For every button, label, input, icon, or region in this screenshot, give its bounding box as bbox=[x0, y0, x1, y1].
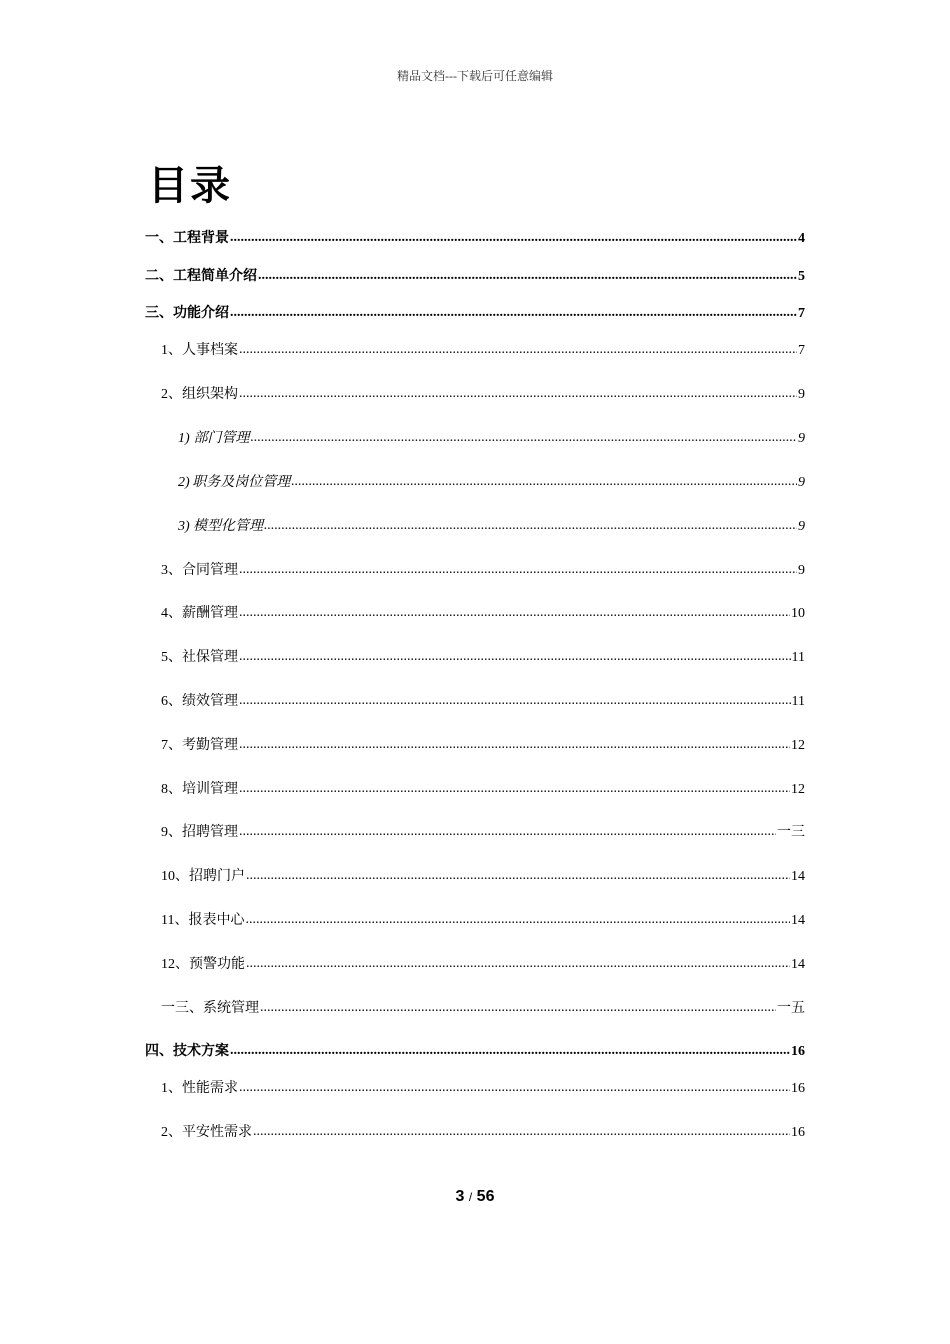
toc-entry-text: 工程背景 bbox=[173, 231, 229, 246]
toc-entry-page: 9 bbox=[798, 519, 805, 534]
toc-entry-9[interactable] bbox=[0, 561, 805, 581]
toc-entry-page: 一三 bbox=[777, 825, 805, 840]
toc-leader-dots bbox=[239, 647, 791, 667]
toc-entry-number: 2、 bbox=[161, 387, 182, 402]
toc-entry-page: 14 bbox=[791, 869, 805, 884]
toc-entry-21[interactable] bbox=[0, 1079, 805, 1099]
toc-entry-page: 16 bbox=[791, 1125, 805, 1140]
toc-entry-text: 薪酬管理 bbox=[182, 606, 238, 621]
toc-entry-text: 功能介绍 bbox=[173, 306, 229, 321]
toc-leader-dots bbox=[246, 954, 790, 974]
toc-entry-page: 16 bbox=[791, 1044, 805, 1059]
toc-entry-text: 技术方案 bbox=[173, 1044, 229, 1059]
toc-entry-page: 12 bbox=[791, 782, 805, 797]
toc-entry-number: 9、 bbox=[161, 825, 182, 840]
toc-leader-dots bbox=[239, 1078, 790, 1098]
toc-entry-page: 14 bbox=[791, 957, 805, 972]
toc-entry-22[interactable] bbox=[0, 1123, 805, 1143]
toc-entry-number: 5、 bbox=[161, 650, 182, 665]
toc-entry-number: 3、 bbox=[161, 563, 182, 578]
toc-leader-dots bbox=[239, 691, 791, 711]
toc-entry-page: 10 bbox=[791, 606, 805, 621]
toc-entry-text: 性能需求 bbox=[182, 1081, 238, 1096]
toc-entry-number: 6、 bbox=[161, 694, 182, 709]
toc-entry-2[interactable] bbox=[0, 267, 805, 287]
toc-entry-text: 职务及岗位管理 bbox=[192, 475, 291, 490]
toc-leader-dots bbox=[258, 266, 797, 286]
toc-leader-dots bbox=[239, 603, 790, 623]
toc-entry-10[interactable] bbox=[0, 604, 805, 624]
toc-entry-page: 11 bbox=[791, 650, 805, 665]
toc-entry-page: 12 bbox=[791, 738, 805, 753]
toc-leader-dots bbox=[264, 516, 797, 536]
toc-entry-number: 2) bbox=[178, 475, 190, 490]
toc-entry-1[interactable] bbox=[0, 229, 805, 249]
toc-entry-16[interactable] bbox=[0, 867, 805, 887]
toc-entry-text: 平安性需求 bbox=[182, 1125, 252, 1140]
current-page: 3 bbox=[455, 1188, 465, 1205]
toc-leader-dots bbox=[230, 228, 797, 248]
toc-title: 目录 bbox=[148, 163, 232, 208]
toc-entry-number: 三、 bbox=[145, 306, 173, 321]
toc-leader-dots bbox=[230, 303, 797, 323]
total-pages: 56 bbox=[476, 1188, 495, 1205]
toc-leader-dots bbox=[246, 866, 790, 886]
toc-entry-number: 12、 bbox=[161, 957, 189, 972]
toc-entry-page: 一五 bbox=[777, 1001, 805, 1016]
toc-entry-7[interactable] bbox=[0, 473, 805, 493]
toc-entry-page: 5 bbox=[798, 269, 805, 284]
toc-entry-number: 8、 bbox=[161, 782, 182, 797]
toc-entry-page: 7 bbox=[798, 343, 805, 358]
toc-leader-dots bbox=[239, 735, 790, 755]
toc-entry-page: 16 bbox=[791, 1081, 805, 1096]
toc-entry-page: 4 bbox=[798, 231, 805, 246]
toc-entry-15[interactable] bbox=[0, 823, 805, 843]
toc-entry-page: 7 bbox=[798, 306, 805, 321]
toc-entry-number: 4、 bbox=[161, 606, 182, 621]
toc-entry-page: 9 bbox=[798, 563, 805, 578]
toc-leader-dots bbox=[239, 340, 797, 360]
toc-entry-number: 二、 bbox=[145, 269, 173, 284]
toc-entry-number: 3) bbox=[178, 519, 190, 534]
toc-entry-text: 工程简单介绍 bbox=[173, 269, 257, 284]
toc-entry-text: 合同管理 bbox=[182, 563, 238, 578]
toc-entry-3[interactable] bbox=[0, 304, 805, 324]
toc-entry-20[interactable] bbox=[0, 1042, 805, 1062]
toc-entry-text: 报表中心 bbox=[188, 913, 245, 928]
toc-entry-4[interactable] bbox=[0, 341, 805, 361]
page-number bbox=[0, 1188, 950, 1206]
toc-entry-13[interactable] bbox=[0, 736, 805, 756]
toc-leader-dots bbox=[239, 384, 797, 404]
toc-entry-text: 组织架构 bbox=[182, 387, 238, 402]
toc-entry-8[interactable] bbox=[0, 517, 805, 537]
toc-entry-6[interactable] bbox=[0, 429, 805, 449]
page-separator: / bbox=[468, 1190, 473, 1204]
toc-entry-12[interactable] bbox=[0, 692, 805, 712]
toc-entry-number: 一三、 bbox=[161, 1001, 203, 1016]
toc-entry-number: 2、 bbox=[161, 1125, 182, 1140]
toc-leader-dots bbox=[239, 560, 797, 580]
toc-entry-18[interactable] bbox=[0, 955, 805, 975]
toc-leader-dots bbox=[291, 472, 797, 492]
toc-entry-text: 招聘门户 bbox=[189, 869, 245, 884]
toc-leader-dots bbox=[239, 822, 776, 842]
toc-leader-dots bbox=[250, 428, 797, 448]
toc-entry-text: 绩效管理 bbox=[182, 694, 238, 709]
toc-leader-dots bbox=[245, 910, 790, 930]
toc-entry-text: 系统管理 bbox=[203, 1001, 259, 1016]
toc-entry-number: 1) bbox=[178, 431, 190, 446]
toc-entry-text: 预警功能 bbox=[189, 957, 245, 972]
toc-entry-page: 11 bbox=[791, 694, 805, 709]
toc-entry-page: 9 bbox=[798, 387, 805, 402]
toc-entry-text: 考勤管理 bbox=[182, 738, 238, 753]
toc-entry-14[interactable] bbox=[0, 780, 805, 800]
toc-entry-text: 人事档案 bbox=[182, 343, 238, 358]
toc-entry-text: 模型化管理 bbox=[193, 519, 264, 534]
toc-entry-number: 一、 bbox=[145, 231, 173, 246]
page-header: 精品文档---下载后可任意编辑 bbox=[397, 69, 553, 83]
toc-entry-number: 11、 bbox=[161, 913, 189, 928]
toc-leader-dots bbox=[239, 779, 790, 799]
toc-leader-dots bbox=[260, 998, 776, 1018]
toc-entry-number: 四、 bbox=[145, 1044, 173, 1059]
toc-entry-number: 1、 bbox=[161, 1081, 182, 1096]
toc-entry-5[interactable] bbox=[0, 385, 805, 405]
toc-entry-text: 社保管理 bbox=[182, 650, 238, 665]
toc-entry-page: 9 bbox=[798, 475, 805, 490]
toc-entry-page: 14 bbox=[791, 913, 805, 928]
toc-entry-page: 9 bbox=[798, 431, 805, 446]
toc-entry-11[interactable] bbox=[0, 648, 805, 668]
toc-entry-number: 1、 bbox=[161, 343, 182, 358]
toc-leader-dots bbox=[253, 1122, 790, 1142]
toc-entry-19[interactable] bbox=[0, 999, 805, 1019]
toc-entry-number: 10、 bbox=[161, 869, 189, 884]
toc-entry-text: 招聘管理 bbox=[182, 825, 238, 840]
toc-entry-17[interactable] bbox=[0, 911, 805, 931]
toc-leader-dots bbox=[230, 1041, 790, 1061]
toc-entry-text: 部门管理 bbox=[193, 431, 250, 446]
toc-entry-text: 培训管理 bbox=[182, 782, 238, 797]
toc-entry-number: 7、 bbox=[161, 738, 182, 753]
